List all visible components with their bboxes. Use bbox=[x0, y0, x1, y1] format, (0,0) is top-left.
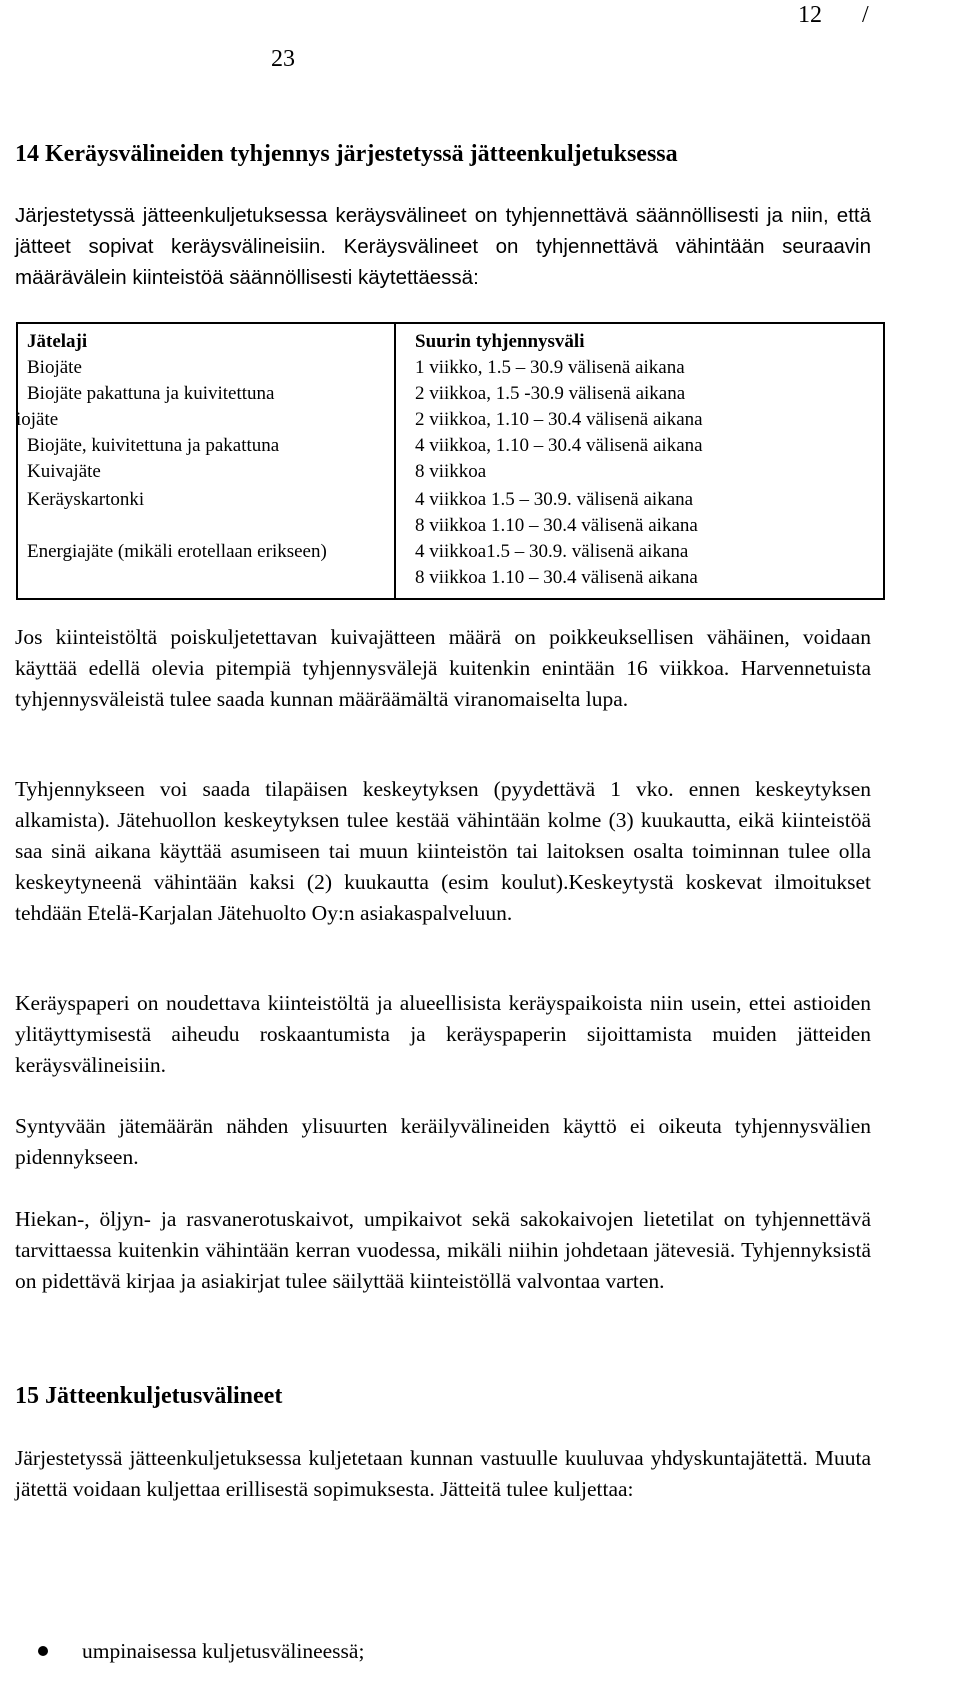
table-cell-waste-type: Biojäte, kuivitettuna ja pakattuna bbox=[27, 435, 280, 456]
table-cell-interval: 8 viikkoa 1.10 – 30.4 välisenä aikana bbox=[415, 567, 698, 588]
table-cell-waste-type: Keräyskartonki bbox=[27, 489, 145, 510]
table-cell-interval: 4 viikkoa1.5 – 30.9. välisenä aikana bbox=[415, 541, 689, 562]
section-14-heading: 14 Keräysvälineiden tyhjennys järjestetyssä jätteenkuljetuksessa bbox=[15, 141, 678, 167]
table-column-divider bbox=[394, 324, 396, 598]
page-number bbox=[798, 0, 869, 30]
table-cell-waste-type: Kuivajäte bbox=[27, 461, 101, 482]
paragraph-separator-wells: Hiekan-, öljyn- ja rasvanerotuskaivot, umpikaivot sekä sakokaivojen lietetilat on tyhjennettävä tarvittaessa kuitenkin vähintään kerran vuodessa, mikäli niihin johdetaan jätevesiä. Tyhjennyksistä on pidettävä kirjaa ja asiakirjat tulee säilyttää kiinteistöllä valvontaa varten. bbox=[15, 1207, 871, 1293]
page-number-separator: / bbox=[862, 2, 869, 28]
emptying-interval-table bbox=[16, 322, 885, 600]
table-cell-waste-type: Biojäte bbox=[27, 357, 82, 378]
table-cell-interval: 4 viikkoa 1.5 – 30.9. välisenä aikana bbox=[415, 489, 694, 510]
table-cell-waste-type: Energiajäte (mikäli erotellaan erikseen) bbox=[27, 541, 327, 562]
table-cell-interval: 4 viikkoa, 1.10 – 30.4 välisenä aikana bbox=[415, 435, 703, 456]
table-cell-interval: 8 viikkoa 1.10 – 30.4 välisenä aikana bbox=[415, 515, 698, 536]
section-15-intro: Järjestetyssä jätteenkuljetuksessa kuljetetaan kunnan vastuulle kuuluvaa yhdyskuntajätettä. Muuta jätettä voidaan kuljettaa erillisestä sopimuksesta. Jätteitä tulee kuljettaa: bbox=[15, 1446, 871, 1501]
page-total: 23 bbox=[271, 46, 295, 72]
paragraph-recycled-paper: Keräyspaperi on noudettava kiinteistöltä ja alueellisista keräyspaikoista niin usein, ettei astioiden ylitäyttymisestä aiheudu roskaantumista ja keräyspaperin sijoittamista muiden jätteiden keräysvälineisiin. bbox=[15, 991, 871, 1077]
table-cell-interval: 2 viikkoa, 1.5 -30.9 välisenä aikana bbox=[415, 383, 686, 404]
table-cell-waste-type: Biojäte pakattuna ja kuivitettuna bbox=[27, 383, 275, 404]
table-cell-waste-type: iojäte bbox=[16, 409, 59, 430]
table-header-interval: Suurin tyhjennysväli bbox=[415, 331, 585, 352]
table-cell-interval: 8 viikkoa bbox=[415, 461, 487, 482]
table-cell-interval: 1 viikko, 1.5 – 30.9 välisenä aikana bbox=[415, 357, 685, 378]
transport-requirements-list bbox=[15, 1636, 364, 1667]
paragraph-oversized-containers: Syntyvään jätemäärän nähden ylisuurten keräilyvälineiden käyttö ei oikeuta tyhjennysvälien pidennykseen. bbox=[15, 1114, 871, 1169]
list-item-text: umpinaisessa kuljetusvälineessä; bbox=[82, 1639, 365, 1663]
section-15-heading: 15 Jätteenkuljetusvälineet bbox=[15, 1383, 283, 1409]
paragraph-emptying-suspension: Tyhjennykseen voi saada tilapäisen keskeytyksen (pyydettävä 1 vko. ennen keskeytyksen alkamista). Jätehuollon keskeytyksen tulee kestää vähintään kolme (3) kuukautta, eikä kiinteistöä saa sinä aikana käyttää asumiseen tai muun kiinteistön tai laitoksen osalta toiminnan tulee olla keskeytyneenä vähintään kaksi (2) kuukautta (esim koulut).Keskeytystä koskevat ilmoitukset tehdään Etelä-Karjalan Jätehuolto Oy:n asiakaspalveluun. bbox=[15, 777, 871, 925]
table-cell-interval: 2 viikkoa, 1.10 – 30.4 välisenä aikana bbox=[415, 409, 703, 430]
section-14-intro: Järjestetyssä jätteenkuljetuksessa keräysvälineet on tyhjennettävä säännöllisesti ja niin, että jätteet sopivat keräysvälineisiin. Keräysvälineet on tyhjennettävä vähintään seuraavin määrävälein kiinteistöä säännöllisesti käytettäessä: bbox=[15, 204, 871, 289]
paragraph-dry-waste-exception: Jos kiinteistöltä poiskuljetettavan kuivajätteen määrä on poikkeuksellisen vähäinen, voidaan käyttää edellä olevia pitempiä tyhjennysvälejä kuitenkin enintään 16 viikkoa. Harvennetuista tyhjennysväleistä tulee saada kunnan määräämältä viranomaiselta lupa. bbox=[15, 625, 871, 711]
page-number-current: 12 bbox=[798, 2, 822, 28]
bullet-icon bbox=[38, 1646, 48, 1656]
list-item bbox=[15, 1636, 364, 1667]
table-header-waste-type: Jätelaji bbox=[27, 331, 88, 352]
